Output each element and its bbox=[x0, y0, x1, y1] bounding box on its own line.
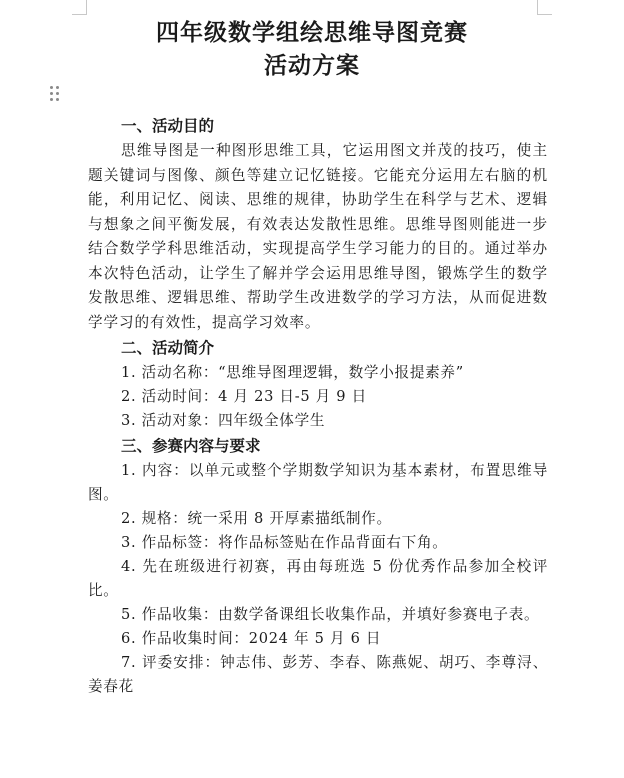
section-heading-purpose: 一、活动目的 bbox=[121, 117, 215, 135]
list-item: 1. 内容：以单元或整个学期数学知识为基本素材，布置思维导图。 bbox=[88, 462, 548, 503]
list-item: 6. 作品收集时间：2024 年 5 月 6 日 bbox=[121, 630, 382, 647]
drag-handle-icon[interactable] bbox=[50, 86, 60, 102]
purpose-paragraph: 思维导图是一种图形思维工具，它运用图文并茂的技巧，使主题关键词与图像、颜色等建立记忆链接。它能充分运用左右脑的机能，利用记忆、阅读、思维的规律，协助学生在科学与艺术、逻辑与想象之间平衡发展，有效表达发散性思维。思维导图则能进一步结合数学学科思维活动，实现提高学生学习能力的目的。通过举办本次特色活动，让学生了解并学会运用思维导图，锻炼学生的数学发散思维、逻辑思维、帮助学生改进数学的学习方法，从而促进数学学习的有效性，提高学习效率。 bbox=[88, 142, 548, 331]
document-title-line2: 活动方案 bbox=[264, 52, 360, 79]
page-corner-mark-left bbox=[72, 0, 87, 15]
section-heading-intro: 二、活动简介 bbox=[121, 339, 215, 357]
list-item: 2. 活动时间：4 月 23 日-5 月 9 日 bbox=[121, 388, 367, 405]
document-title-line1: 四年级数学组绘思维导图竞赛 bbox=[156, 19, 468, 46]
section-heading-requirements: 三、参赛内容与要求 bbox=[121, 437, 261, 455]
list-item: 3. 活动对象：四年级全体学生 bbox=[121, 412, 326, 429]
page-corner-mark-right bbox=[537, 0, 552, 15]
list-item: 3. 作品标签：将作品标签贴在作品背面右下角。 bbox=[121, 534, 448, 551]
list-item: 4. 先在班级进行初赛，再由每班选 5 份优秀作品参加全校评比。 bbox=[88, 558, 548, 599]
list-item: 1. 活动名称：“思维导图理逻辑，数学小报提素养” bbox=[121, 364, 464, 381]
list-item: 7. 评委安排：钟志伟、彭芳、李春、陈燕妮、胡巧、李尊浔、姜春花 bbox=[88, 654, 548, 695]
document-body bbox=[88, 113, 548, 699]
list-item: 5. 作品收集：由数学备课组长收集作品，并填好参赛电子表。 bbox=[121, 606, 540, 623]
list-item: 2. 规格：统一采用 8 开厚素描纸制作。 bbox=[121, 510, 392, 527]
